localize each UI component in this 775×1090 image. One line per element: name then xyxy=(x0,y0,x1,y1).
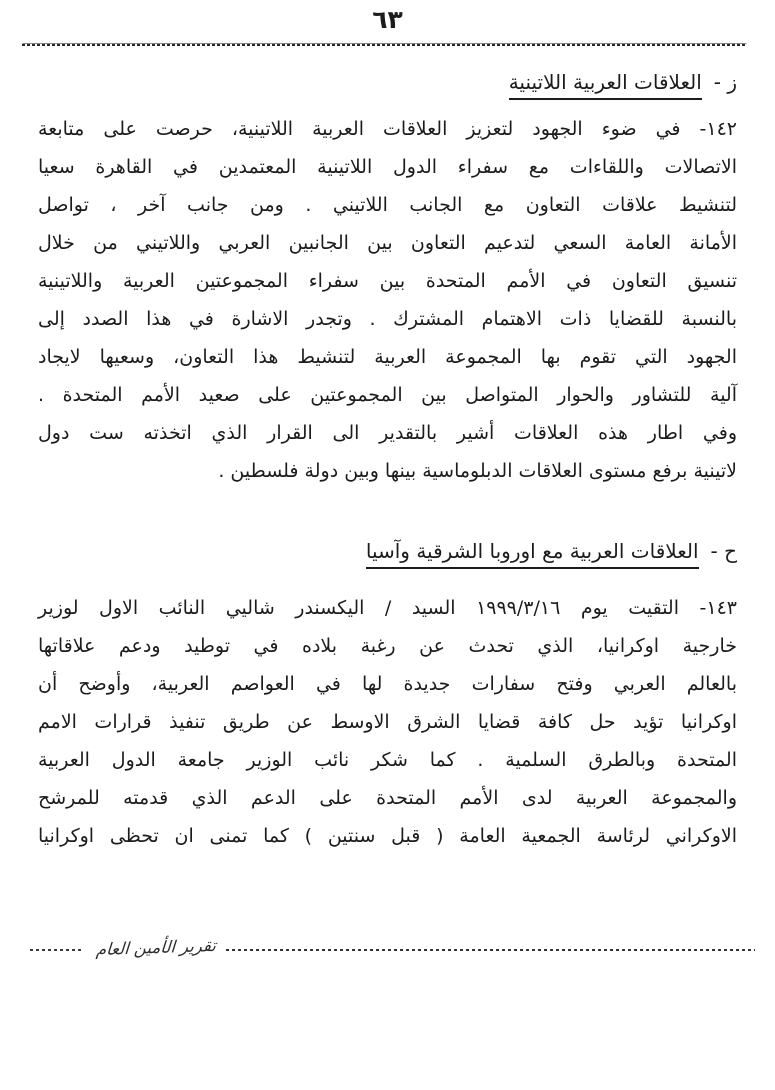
heading-title: العلاقات العربية اللاتينية xyxy=(509,70,702,100)
top-rule xyxy=(22,44,747,46)
text-line: خارجية اوكرانيا، الذي تحدث عن رغبة بلاده في توطيد ودعم علاقاتها xyxy=(38,635,737,657)
heading-prefix: ز - xyxy=(713,70,737,94)
text-line: بالعالم العربي وفتح سفارات جديدة لها في العواصم العربية، وأوضح أن xyxy=(38,673,737,695)
text-line: الأمانة العامة السعي لتدعيم التعاون بين الجانبين العربي واللاتيني من خلال xyxy=(38,232,737,254)
text-line: المتحدة وبالطرق السلمية . كما شكر نائب الوزير جامعة الدول العربية xyxy=(38,749,737,771)
section-heading-latin-relations xyxy=(38,67,737,97)
paragraph-143 xyxy=(38,589,737,855)
text-line: ١٤٢- في ضوء الجهود لتعزيز العلاقات العربية اللاتينية، حرصت على متابعة xyxy=(38,118,737,140)
handwritten-note: تقرير الأمين العام xyxy=(95,935,217,959)
footer-dashed-rule xyxy=(226,949,755,951)
text-line: اوكرانيا تؤيد حل كافة قضايا الشرق الاوسط عن طريق تنفيذ قرارات الامم xyxy=(38,711,737,733)
page-content xyxy=(0,67,775,855)
text-line: لتنشيط علاقات التعاون مع الجانب اللاتيني . ومن جانب آخر ، تواصل xyxy=(38,194,737,216)
text-line: وفي اطار هذه العلاقات أشير بالتقدير الى القرار الذي اتخذته ست دول xyxy=(38,422,737,444)
text-line: الاتصالات واللقاءات مع سفراء الدول اللاتينية المعتمدين في القاهرة سعيا xyxy=(38,156,737,178)
text-line: الاوكراني لرئاسة الجمعية العامة ( قبل سنتين ) كما تمنى ان تحظى اوكرانيا xyxy=(38,825,737,847)
text-line: بالنسبة للقضايا ذات الاهتمام المشترك . وتجدر الاشارة في هذا الصدد إلى xyxy=(38,308,737,330)
text-line: آلية للتشاور والحوار المتواصل بين المجموعتين على صعيد الأمم المتحدة . xyxy=(38,384,737,406)
page-footer xyxy=(30,928,755,972)
heading-title: العلاقات العربية مع اوروبا الشرقية وآسيا xyxy=(366,539,699,569)
text-line: تنسيق التعاون في الأمم المتحدة بين سفراء المجموعتين العربية واللاتينية xyxy=(38,270,737,292)
text-line: والمجموعة العربية لدى الأمم المتحدة على الدعم الذي قدمته للمرشح xyxy=(38,787,737,809)
text-line: لاتينية برفع مستوى العلاقات الدبلوماسية بينها وبين دولة فلسطين . xyxy=(218,460,737,482)
paragraph-142 xyxy=(38,110,737,490)
text-line: ١٤٣- التقيت يوم ١٩٩٩/٣/١٦ السيد / اليكسندر شاليي النائب الاول لوزير xyxy=(38,597,737,619)
page-number: ٦٣ xyxy=(372,5,403,34)
section-heading-east-europe-asia xyxy=(38,536,737,566)
text-line: الجهود التي تقوم بها المجموعة العربية لتنشيط هذا التعاون، وسعيها لايجاد xyxy=(38,346,737,368)
heading-prefix: ح - xyxy=(710,539,737,563)
footer-left-dash xyxy=(30,949,82,951)
